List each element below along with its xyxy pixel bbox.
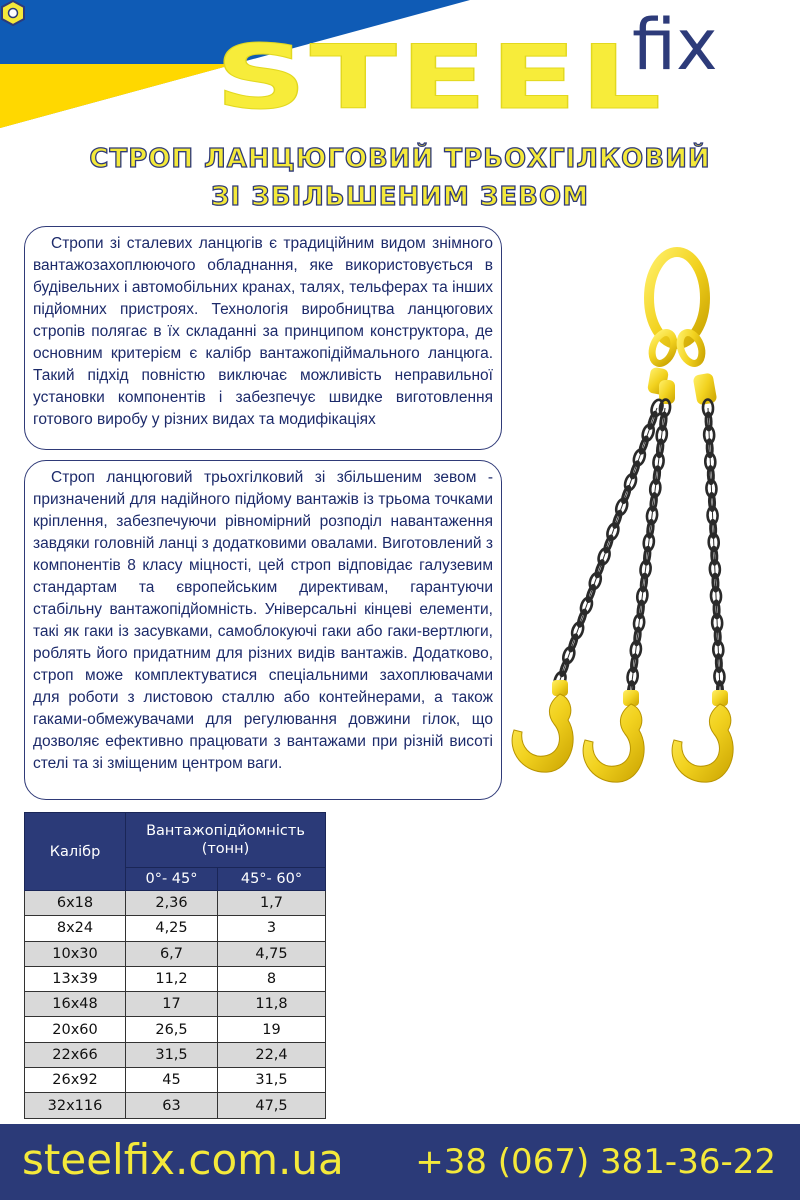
chain-sling-three-leg-icon	[505, 240, 800, 800]
cell-caliber: 6х18	[25, 891, 126, 916]
hook-left	[512, 680, 573, 772]
cell-caliber: 16х48	[25, 992, 126, 1017]
website-link[interactable]: steelfix.com.ua	[22, 1135, 344, 1184]
table-row	[25, 1017, 326, 1042]
cell-capacity-0-45: 17	[126, 992, 218, 1017]
cell-caliber: 20х60	[25, 1017, 126, 1042]
cell-capacity-0-45: 63	[126, 1093, 218, 1118]
title-line-2: ЗІ ЗБІЛЬШЕНИМ ЗЕВОМ	[211, 182, 589, 212]
chain-legs	[552, 398, 724, 698]
cell-capacity-0-45: 31,5	[126, 1042, 218, 1067]
table-row	[25, 966, 326, 991]
header-capacity-line1: Вантажопідйомність	[146, 823, 305, 839]
cell-capacity-45-60: 1,7	[217, 891, 325, 916]
header-capacity-line2: (тонн)	[201, 841, 250, 857]
table-row	[25, 1093, 326, 1118]
hook-middle	[583, 690, 644, 782]
cell-caliber: 26х92	[25, 1068, 126, 1093]
header-banner	[0, 0, 800, 128]
table-row	[25, 891, 326, 916]
cell-capacity-45-60: 4,75	[217, 941, 325, 966]
header-capacity	[126, 813, 326, 868]
master-link	[648, 252, 706, 366]
cell-caliber: 22х66	[25, 1042, 126, 1067]
product-description-paragraph: Строп ланцюговий трьохгілковий зі збільшеним зевом - призначений для надійного підйому вантажів із трьома точками кріплення, забезпечуючи рівномірний розподіл навантаження завдяки головній ланці з додатковими овалами. Виготовлений з компонентів 8 класу міцності, цей строп відповідає галузевим стандартам та європейським директивам, гарантуючи стабільну вантажопідйомність. Універсальні кінцеві елементи, такі як гаки із засувками, самоблокуючі гаки або гаки-вертлюги, роблять його придатним для різних видів вантажів. Додатково, строп може комплектуватися спеціальними захоплювачами для роботи з листовою сталлю або контейнерами, а також гаками-обмежувачами для регулювання довжини гілок, що дозволяє ефективно працювати з вантажами при різній висоті стелі та зі зміщеним центром ваги.	[33, 469, 493, 772]
logo-fix-wordmark: fix	[632, 4, 718, 86]
cell-capacity-45-60: 3	[217, 916, 325, 941]
intro-paragraph: Стропи зі сталевих ланцюгів є традиційним видом знімного вантажозахоплюючого обладнання, яке використовується в будівельних і автомобільних кранах, талях, тельферах та інших підйомних пристроях. Технологія виробництва ланцюгових стропів полягає в їх складанні за принципом конструктора, де основним критерієм є калібр вантажопідіймального ланцюга. Такий підхід повністю виключає можливість неправильної установки компонентів і забезпечує швидке виготовлення готового виробу у різних видах та модифікаціях	[33, 235, 493, 428]
table-row	[25, 1042, 326, 1067]
table-row	[25, 941, 326, 966]
cell-capacity-45-60: 22,4	[217, 1042, 325, 1067]
product-description-box	[24, 460, 502, 800]
hooks	[512, 680, 733, 782]
intro-text-box	[24, 226, 502, 450]
logo-hex-nut-icon	[0, 0, 26, 26]
header-angle-45-60: 45°- 60°	[217, 868, 325, 891]
cell-capacity-45-60: 31,5	[217, 1068, 325, 1093]
table-row	[25, 992, 326, 1017]
cell-capacity-0-45: 26,5	[126, 1017, 218, 1042]
cell-capacity-45-60: 19	[217, 1017, 325, 1042]
cell-caliber: 32х116	[25, 1093, 126, 1118]
table-row	[25, 916, 326, 941]
cell-capacity-0-45: 6,7	[126, 941, 218, 966]
table-row	[25, 1068, 326, 1093]
cell-caliber: 13х39	[25, 966, 126, 991]
cell-capacity-0-45: 2,36	[126, 891, 218, 916]
cell-caliber: 8х24	[25, 916, 126, 941]
hook-right	[672, 690, 733, 782]
phone-number[interactable]: +38 (067) 381-36-22	[415, 1142, 776, 1182]
cell-capacity-45-60: 11,8	[217, 992, 325, 1017]
cell-capacity-45-60: 8	[217, 966, 325, 991]
cell-capacity-0-45: 45	[126, 1068, 218, 1093]
product-title	[0, 140, 800, 216]
logo-steel-wordmark: STEEL	[215, 26, 665, 128]
header-angle-0-45: 0°- 45°	[126, 868, 218, 891]
capacity-table	[24, 812, 326, 1119]
cell-caliber: 10х30	[25, 941, 126, 966]
footer-bar	[0, 1124, 800, 1200]
header-caliber: Калібр	[25, 813, 126, 891]
cell-capacity-45-60: 47,5	[217, 1093, 325, 1118]
cell-capacity-0-45: 4,25	[126, 916, 218, 941]
cell-capacity-0-45: 11,2	[126, 966, 218, 991]
title-line-1: СТРОП ЛАНЦЮГОВИЙ ТРЬОХГІЛКОВИЙ	[89, 144, 711, 174]
